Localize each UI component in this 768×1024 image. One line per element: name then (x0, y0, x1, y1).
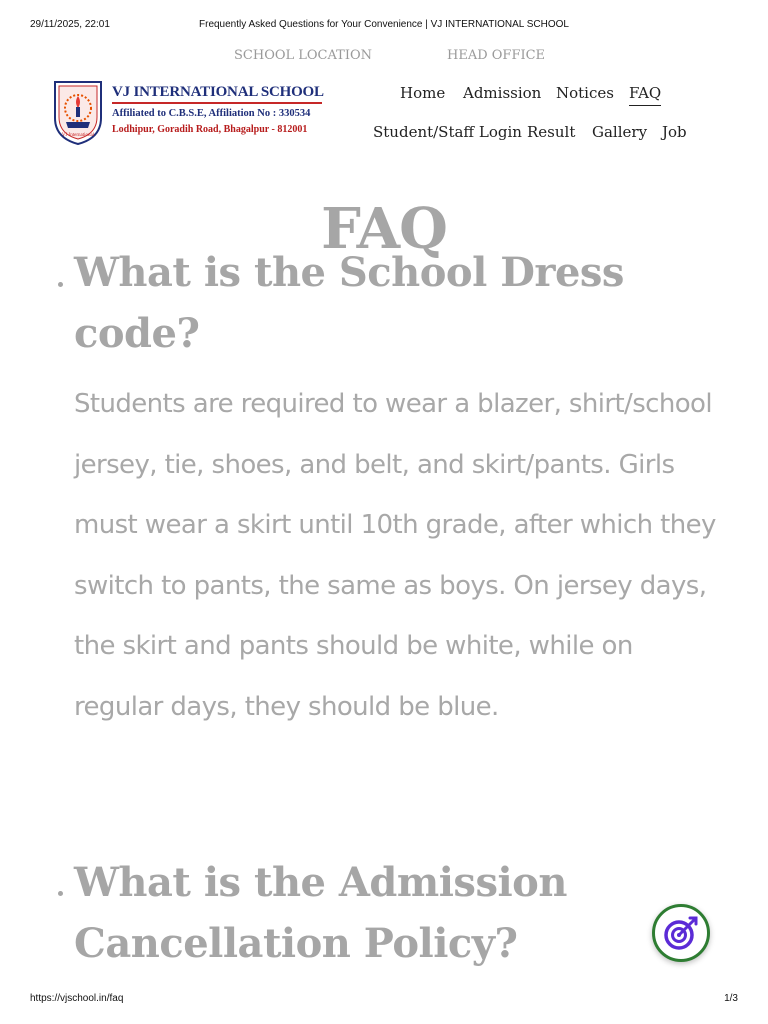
print-header (30, 19, 738, 33)
school-location-link[interactable]: SCHOOL LOCATION (234, 48, 373, 63)
target-arrow-icon (662, 914, 700, 952)
print-datetime: 29/11/2025, 22:01 (30, 19, 110, 30)
main-nav-row-2 (0, 123, 768, 145)
floating-action-button[interactable] (652, 904, 710, 962)
print-footer (30, 993, 738, 1007)
nav-faq[interactable]: FAQ (629, 84, 661, 106)
nav-job[interactable]: Job (662, 123, 687, 141)
nav-home[interactable]: Home (400, 84, 446, 102)
nav-notices[interactable]: Notices (556, 84, 614, 102)
faq-bullet-1 (58, 282, 63, 287)
faq-answer-1: Students are required to wear a blazer, shirt/school jersey, tie, shoes, and belt, and skirt/pants. Girls must wear a skirt until 10th grade, after which they switch to pants, the same as boys. On jersey days, the skirt and pants should be white, while on regular days, they should be blue. (74, 389, 716, 722)
school-address: Lodhipur, Goradih Road, Bhagalpur - 812001 (112, 124, 308, 135)
emblem-text: VJ International (61, 133, 95, 138)
nav-gallery[interactable]: Gallery (592, 123, 648, 141)
nav-admission[interactable]: Admission (463, 84, 542, 102)
faq-question-2[interactable]: What is the Admission Cancellation Policy? (74, 859, 567, 967)
school-affiliation: Affiliated to C.B.S.E, Affiliation No : 330534 (112, 108, 311, 119)
faq-question-1[interactable]: What is the School Dress code? (74, 249, 624, 357)
school-name: VJ INTERNATIONAL SCHOOL (112, 84, 324, 100)
main-nav-row-1 (0, 84, 768, 106)
faq-bullet-2 (58, 891, 63, 896)
nav-result[interactable]: Result (527, 123, 576, 141)
print-doc-title: Frequently Asked Questions for Your Convenience | VJ INTERNATIONAL SCHOOL (199, 19, 569, 30)
print-page-number: 1/3 (724, 993, 738, 1004)
head-office-link[interactable]: HEAD OFFICE (447, 48, 546, 63)
top-bar (0, 48, 768, 66)
nav-login[interactable]: Student/Staff Login (373, 123, 522, 141)
page-title: FAQ (321, 195, 447, 262)
print-url: https://vjschool.in/faq (30, 993, 124, 1004)
